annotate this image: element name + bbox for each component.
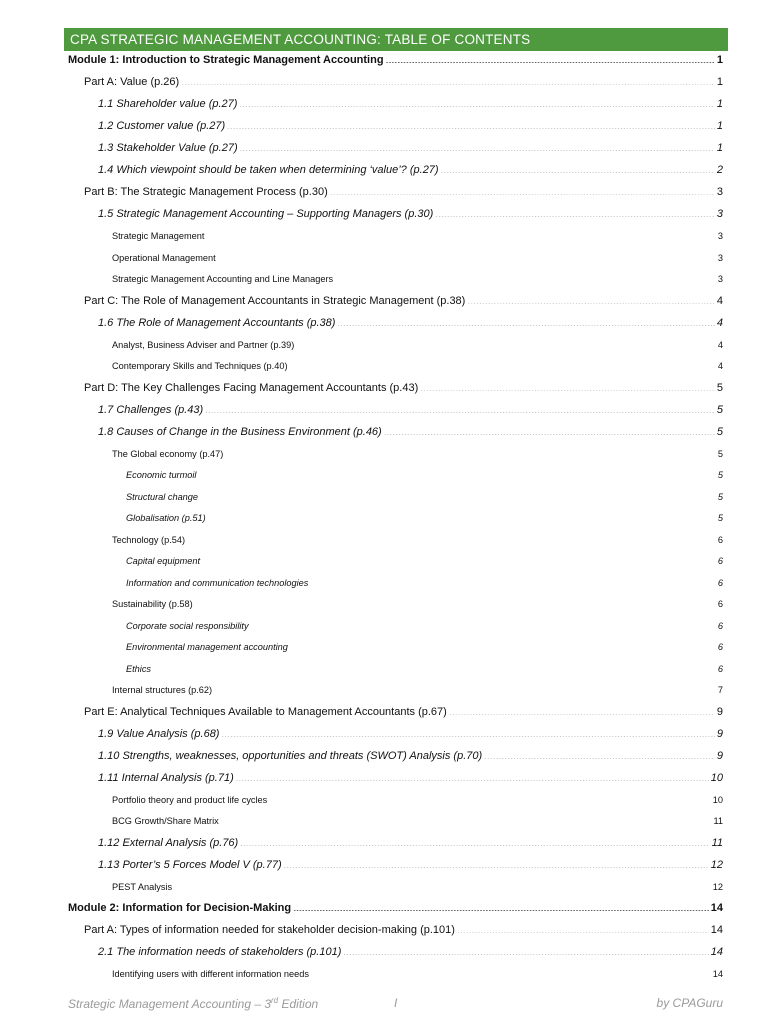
toc-entry[interactable] <box>68 401 723 423</box>
toc-entry[interactable] <box>68 205 723 227</box>
toc-entry-label: 1.9 Value Analysis (p.68) <box>98 727 220 740</box>
dot-leader <box>386 52 715 63</box>
toc-entry-label: BCG Growth/Share Matrix <box>112 816 219 826</box>
toc-entry-label: Strategic Management <box>112 231 205 241</box>
dot-leader <box>251 619 716 628</box>
toc-entry-page-number: 3 <box>717 274 723 284</box>
toc-entry-page-number: 3 <box>716 208 723 220</box>
toc-entry-page-number: 4 <box>716 316 723 329</box>
toc-entry[interactable] <box>68 747 723 769</box>
toc-entry[interactable] <box>68 638 723 660</box>
dot-leader <box>240 835 709 846</box>
toc-entry-label: Part D: The Key Challenges Facing Management Accountants (p.43) <box>84 381 419 394</box>
dot-leader <box>311 968 711 977</box>
dot-leader <box>457 922 709 933</box>
toc-entry[interactable] <box>68 117 723 139</box>
dot-leader <box>240 140 715 151</box>
dot-leader <box>227 118 715 129</box>
toc-entry[interactable] <box>68 899 723 921</box>
footer-book-title: Strategic Management Accounting – 3rd Edition <box>68 996 319 1011</box>
toc-entry-page-number: 12 <box>710 858 723 871</box>
toc-entry-label: The Global economy (p.47) <box>112 448 224 459</box>
toc-entry[interactable] <box>68 95 723 117</box>
toc-entry-label: Sustainability (p.58) <box>112 599 193 609</box>
toc-entry-label: 1.6 The Role of Management Accountants (p.38) <box>98 316 336 329</box>
toc-entry-page-number: 10 <box>712 794 723 805</box>
toc-entry[interactable] <box>68 791 723 813</box>
toc-entry[interactable] <box>68 681 723 703</box>
dot-leader <box>218 251 716 260</box>
toc-entry-page-number: 4 <box>716 294 723 307</box>
toc-entry-label: Analyst, Business Adviser and Partner (p.39) <box>112 339 295 350</box>
dot-leader <box>214 684 716 693</box>
toc-entry-page-number: 5 <box>717 470 723 480</box>
toc-entry-page-number: 6 <box>717 620 723 631</box>
toc-entry[interactable] <box>68 617 723 639</box>
toc-entry[interactable] <box>68 660 723 682</box>
toc-entry[interactable] <box>68 574 723 596</box>
toc-entry[interactable] <box>68 703 723 725</box>
toc-entry-page-number: 2 <box>716 164 723 176</box>
toc-entry[interactable] <box>68 73 723 95</box>
toc-entry-page-number: 6 <box>717 663 723 674</box>
toc-entry-label: Internal structures (p.62) <box>112 685 213 695</box>
toc-entry-label: Identifying users with different information needs <box>112 969 309 979</box>
toc-entry-page-number: 1 <box>716 76 723 88</box>
dot-leader <box>384 424 715 435</box>
toc-entry-page-number: 11 <box>713 816 723 826</box>
toc-entry-label: 2.1 The information needs of stakeholders (p.101) <box>98 946 342 958</box>
toc-entry-label: Environmental management accounting <box>126 642 288 652</box>
toc-entry-page-number: 5 <box>716 381 723 394</box>
footer-author: by CPAGuru <box>656 996 723 1010</box>
toc-entry[interactable] <box>68 249 723 271</box>
toc-entry-page-number: 5 <box>717 513 723 523</box>
dot-leader <box>153 662 716 671</box>
toc-entry[interactable] <box>68 531 723 553</box>
toc-entry[interactable] <box>68 488 723 510</box>
dot-leader <box>206 230 715 239</box>
toc-entry[interactable] <box>68 595 723 617</box>
toc-entry-page-number: 9 <box>716 727 723 740</box>
toc-entry[interactable] <box>68 227 723 249</box>
dot-leader <box>330 184 715 195</box>
toc-entry-label: Module 2: Information for Decision-Making <box>68 902 292 914</box>
toc-entry-label: Part E: Analytical Techniques Available to Management Accountants (p.67) <box>84 705 447 718</box>
toc-entry-label: 1.1 Shareholder value (p.27) <box>98 98 238 110</box>
toc-entry-label: 1.8 Causes of Change in the Business Environment (p.46) <box>98 425 382 438</box>
toc-entry-label: 1.3 Stakeholder Value (p.27) <box>98 142 238 154</box>
toc-entry[interactable] <box>68 379 723 401</box>
toc-entry[interactable] <box>68 834 723 856</box>
dot-leader <box>435 206 715 217</box>
toc-entry[interactable] <box>68 357 723 379</box>
toc-entry[interactable] <box>68 921 723 943</box>
toc-entry-label: Strategic Management Accounting and Line Managers <box>112 274 334 284</box>
toc-entry-label: Part A: Types of information needed for stakeholder decision-making (p.101) <box>84 924 455 936</box>
dot-leader <box>239 96 714 107</box>
toc-entry[interactable] <box>68 943 723 965</box>
dot-leader <box>236 770 709 781</box>
toc-entry-label: Globalisation (p.51) <box>126 513 206 523</box>
toc-entry-page-number: 11 <box>711 836 723 849</box>
toc-entry-label: Part C: The Role of Management Accountants in Strategic Management (p.38) <box>84 294 466 307</box>
toc-entry-page-number: 12 <box>712 881 723 892</box>
dot-leader <box>484 748 715 759</box>
dot-leader <box>221 726 714 737</box>
toc-title: CPA STRATEGIC MANAGEMENT ACCOUNTING: TABLE OF CONTENTS <box>70 32 531 47</box>
toc-entry-page-number: 9 <box>716 705 723 718</box>
toc-entry-page-number: 7 <box>717 685 723 695</box>
toc-entry-label: 1.13 Porter’s 5 Forces Model V (p.77) <box>98 858 282 871</box>
toc-entry-page-number: 1 <box>716 142 723 154</box>
toc-entry[interactable] <box>68 445 723 467</box>
dot-leader <box>335 273 716 282</box>
toc-entry-label: Technology (p.54) <box>112 534 186 545</box>
toc-entry-label: Module 1: Introduction to Strategic Management Accounting <box>68 54 384 66</box>
toc-entry-page-number: 6 <box>717 534 723 545</box>
dot-leader <box>284 857 709 868</box>
page-footer <box>68 996 723 1014</box>
dot-leader <box>290 641 716 650</box>
dot-leader <box>205 402 715 413</box>
toc-entry[interactable] <box>68 183 723 205</box>
toc-entry[interactable] <box>68 552 723 574</box>
toc-entry-label: Information and communication technologies <box>126 577 309 588</box>
toc-entry-label: 1.2 Customer value (p.27) <box>98 120 226 132</box>
dot-leader <box>420 380 715 391</box>
toc-entry-label: 1.10 Strengths, weaknesses, opportunities and threats (SWOT) Analysis (p.70) <box>98 749 483 762</box>
toc-entry-label: Portfolio theory and product life cycles <box>112 794 268 805</box>
dot-leader <box>181 74 715 85</box>
toc-entry[interactable] <box>68 769 723 791</box>
table-of-contents <box>68 51 723 987</box>
toc-entry-page-number: 5 <box>717 491 723 502</box>
toc-entry-label: PEST Analysis <box>112 881 173 892</box>
toc-entry[interactable] <box>68 965 723 987</box>
footer-page-number: I <box>394 996 398 1010</box>
toc-entry-label: Operational Management <box>112 252 216 263</box>
toc-entry-label: Contemporary Skills and Techniques (p.40) <box>112 361 288 371</box>
dot-leader <box>269 793 711 802</box>
toc-entry[interactable] <box>68 336 723 358</box>
toc-entry-page-number: 1 <box>716 120 723 132</box>
toc-entry-label: Economic turmoil <box>126 470 197 480</box>
toc-entry-label: Corporate social responsibility <box>126 620 249 631</box>
toc-entry-page-number: 6 <box>717 577 723 588</box>
toc-entry[interactable] <box>68 856 723 878</box>
toc-entry-page-number: 14 <box>710 924 723 936</box>
toc-entry-label: 1.7 Challenges (p.43) <box>98 403 204 416</box>
toc-entry-page-number: 5 <box>716 425 723 438</box>
toc-entry-label: Structural change <box>126 491 199 502</box>
dot-leader <box>337 315 714 326</box>
toc-entry-page-number: 4 <box>717 339 723 350</box>
dot-leader <box>290 360 716 369</box>
toc-entry-page-number: 10 <box>710 771 723 784</box>
dot-leader <box>225 447 716 456</box>
dot-leader <box>202 555 716 564</box>
dot-leader <box>198 469 715 478</box>
dot-leader <box>467 293 715 304</box>
dot-leader <box>310 576 716 585</box>
toc-entry-page-number: 5 <box>716 403 723 416</box>
dot-leader <box>221 815 712 824</box>
toc-entry-label: 1.11 Internal Analysis (p.71) <box>98 771 234 784</box>
toc-entry-page-number: 14 <box>712 969 723 979</box>
dot-leader <box>187 533 716 542</box>
toc-entry-label: 1.5 Strategic Management Accounting – Supporting Managers (p.30) <box>98 208 434 220</box>
toc-entry-page-number: 4 <box>717 361 723 371</box>
toc-entry-label: 1.12 External Analysis (p.76) <box>98 836 239 849</box>
toc-entry-page-number: 6 <box>717 556 723 566</box>
dot-leader <box>296 338 716 347</box>
toc-entry-page-number: 14 <box>710 946 723 958</box>
toc-entry[interactable] <box>68 812 723 834</box>
toc-entry[interactable] <box>68 466 723 488</box>
toc-entry[interactable] <box>68 161 723 183</box>
toc-entry-page-number: 6 <box>717 599 723 609</box>
dot-leader <box>293 900 709 911</box>
dot-leader <box>208 512 716 521</box>
dot-leader <box>441 162 715 173</box>
toc-entry-label: Ethics <box>126 663 152 674</box>
dot-leader <box>195 598 716 607</box>
toc-entry-label: Part A: Value (p.26) <box>84 76 180 88</box>
toc-entry[interactable] <box>68 509 723 531</box>
toc-entry-page-number: 14 <box>710 902 723 914</box>
toc-entry-page-number: 3 <box>717 231 723 241</box>
dot-leader <box>449 704 715 715</box>
toc-entry-page-number: 9 <box>716 749 723 762</box>
toc-entry-page-number: 1 <box>716 54 723 66</box>
toc-entry-label: 1.4 Which viewpoint should be taken when determining ‘value’? (p.27) <box>98 164 439 176</box>
toc-entry[interactable] <box>68 314 723 336</box>
toc-entry-page-number: 3 <box>717 252 723 263</box>
toc-entry-label: Capital equipment <box>126 556 201 566</box>
toc-entry[interactable] <box>68 423 723 445</box>
toc-entry-page-number: 1 <box>716 98 723 110</box>
toc-entry[interactable] <box>68 270 723 292</box>
toc-header <box>64 28 728 51</box>
toc-entry[interactable] <box>68 878 723 900</box>
dot-leader <box>200 490 716 499</box>
toc-entry-label: Part B: The Strategic Management Process (p.30) <box>84 186 328 198</box>
dot-leader <box>343 944 708 955</box>
toc-entry[interactable] <box>68 292 723 314</box>
toc-entry-page-number: 3 <box>716 186 723 198</box>
toc-entry[interactable] <box>68 51 723 73</box>
toc-entry-page-number: 5 <box>717 448 723 459</box>
toc-entry[interactable] <box>68 139 723 161</box>
dot-leader <box>174 880 711 889</box>
toc-entry-page-number: 6 <box>717 642 723 652</box>
toc-entry[interactable] <box>68 725 723 747</box>
